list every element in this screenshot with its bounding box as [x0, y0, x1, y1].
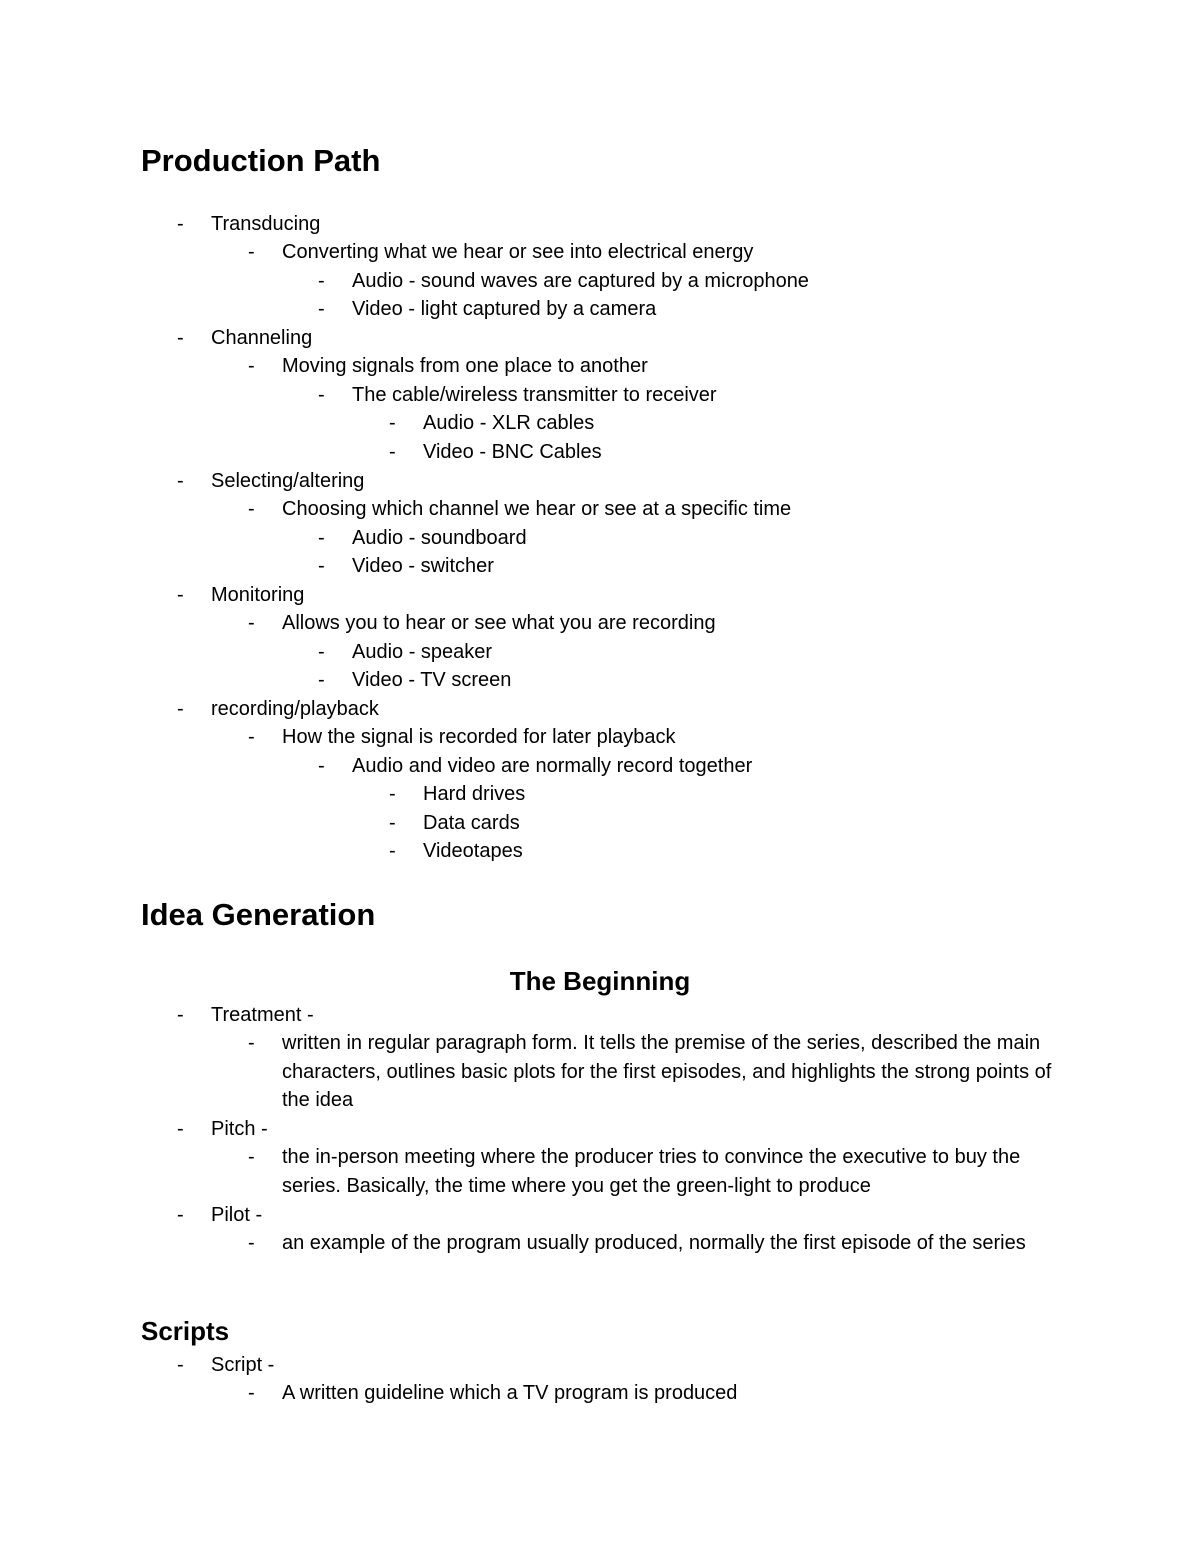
list-item — [318, 524, 527, 553]
list-item — [177, 210, 321, 239]
list-bullet: - — [318, 384, 325, 406]
list-item-text: Data cards — [423, 812, 520, 834]
list-item — [318, 295, 657, 324]
list-item — [248, 1229, 1062, 1258]
list-item-text: Video - light captured by a camera — [352, 298, 657, 320]
list-bullet: - — [177, 1204, 184, 1226]
list-item — [248, 238, 754, 267]
list-item — [177, 1115, 268, 1144]
list-bullet: - — [318, 641, 325, 663]
list-item-text: Hard drives — [423, 783, 526, 805]
list-item-text: A written guideline which a TV program is produced — [282, 1382, 738, 1404]
list-item-text: written in regular paragraph form. It tells the premise of the series, described the main characters, outlines basic plots for the first episodes, and highlights the strong points of the idea — [282, 1032, 1052, 1112]
list-item-text: Treatment - — [211, 1004, 314, 1026]
list-bullet: - — [389, 412, 396, 434]
list-item — [248, 1379, 738, 1408]
list-item-text: Videotapes — [423, 840, 523, 862]
list-bullet: - — [248, 241, 255, 263]
list-item-text: the in-person meeting where the producer tries to convince the executive to buy the series. Basically, the time where you get the green-light to produce — [282, 1146, 1021, 1197]
section-title-idea-generation: Idea Generation — [141, 897, 376, 932]
list-item-text: Video - TV screen — [352, 669, 512, 691]
list-bullet: - — [389, 812, 396, 834]
list-item-text: Transducing — [211, 213, 321, 235]
list-bullet: - — [318, 298, 325, 320]
list-bullet: - — [248, 355, 255, 377]
list-item — [177, 1351, 275, 1380]
list-item — [248, 495, 792, 524]
list-item-text: Audio and video are normally record together — [352, 755, 753, 777]
list-item-text: Channeling — [211, 327, 313, 349]
list-bullet: - — [318, 555, 325, 577]
list-item — [248, 1143, 1062, 1200]
list-bullet: - — [177, 1004, 184, 1026]
list-item — [389, 438, 602, 467]
list-bullet: - — [248, 612, 255, 634]
list-item — [248, 609, 716, 638]
list-item-text: Audio - XLR cables — [423, 412, 595, 434]
list-bullet: - — [177, 327, 184, 349]
list-bullet: - — [318, 527, 325, 549]
list-bullet: - — [318, 270, 325, 292]
list-bullet: - — [389, 783, 396, 805]
list-item-text: Selecting/altering — [211, 470, 365, 492]
list-item-text: Monitoring — [211, 584, 305, 606]
list-item — [389, 809, 520, 838]
list-item — [248, 352, 648, 381]
list-item — [177, 581, 305, 610]
list-item — [248, 1029, 1062, 1115]
list-item-text: Moving signals from one place to another — [282, 355, 648, 377]
list-bullet: - — [248, 1232, 255, 1254]
list-item — [318, 638, 493, 667]
list-item-text: an example of the program usually produced, normally the first episode of the series — [282, 1232, 1026, 1254]
list-item — [177, 467, 365, 496]
list-item-text: Audio - speaker — [352, 641, 493, 663]
list-item — [389, 780, 526, 809]
list-item — [318, 267, 809, 296]
list-item-text: Choosing which channel we hear or see at a specific time — [282, 498, 792, 520]
list-item-text: Audio - soundboard — [352, 527, 527, 549]
list-item — [177, 1201, 263, 1230]
list-item — [177, 1001, 314, 1030]
list-bullet: - — [389, 840, 396, 862]
list-bullet: - — [248, 726, 255, 748]
list-item — [389, 837, 523, 866]
list-item-text: How the signal is recorded for later playback — [282, 726, 676, 748]
list-item-text: Script - — [211, 1354, 275, 1376]
list-bullet: - — [177, 1354, 184, 1376]
list-bullet: - — [248, 498, 255, 520]
list-item — [318, 752, 753, 781]
section-title-production-path: Production Path — [141, 143, 381, 178]
list-bullet: - — [177, 213, 184, 235]
list-item — [177, 324, 313, 353]
list-item-text: Allows you to hear or see what you are recording — [282, 612, 716, 634]
list-bullet: - — [248, 1146, 255, 1168]
list-item-text: Converting what we hear or see into electrical energy — [282, 241, 754, 263]
list-item — [318, 666, 512, 695]
list-item-text: The cable/wireless transmitter to receiver — [352, 384, 717, 406]
list-bullet: - — [177, 698, 184, 720]
list-bullet: - — [248, 1032, 255, 1054]
section-title-scripts: Scripts — [141, 1316, 230, 1346]
list-item — [389, 409, 595, 438]
list-item-text: Pitch - — [211, 1118, 268, 1140]
list-item-text: recording/playback — [211, 698, 379, 720]
list-bullet: - — [389, 441, 396, 463]
subsection-title-the-beginning: The Beginning — [509, 966, 691, 996]
list-item-text: Pilot - — [211, 1204, 263, 1226]
list-item — [248, 723, 676, 752]
list-item-text: Video - BNC Cables — [423, 441, 602, 463]
list-bullet: - — [177, 1118, 184, 1140]
list-bullet: - — [177, 470, 184, 492]
list-item-text: Audio - sound waves are captured by a microphone — [352, 270, 809, 292]
list-bullet: - — [177, 584, 184, 606]
list-item — [318, 381, 717, 410]
list-item-text: Video - switcher — [352, 555, 494, 577]
list-bullet: - — [318, 755, 325, 777]
list-bullet: - — [248, 1382, 255, 1404]
list-item — [177, 695, 379, 724]
list-item — [318, 552, 494, 581]
list-bullet: - — [318, 669, 325, 691]
